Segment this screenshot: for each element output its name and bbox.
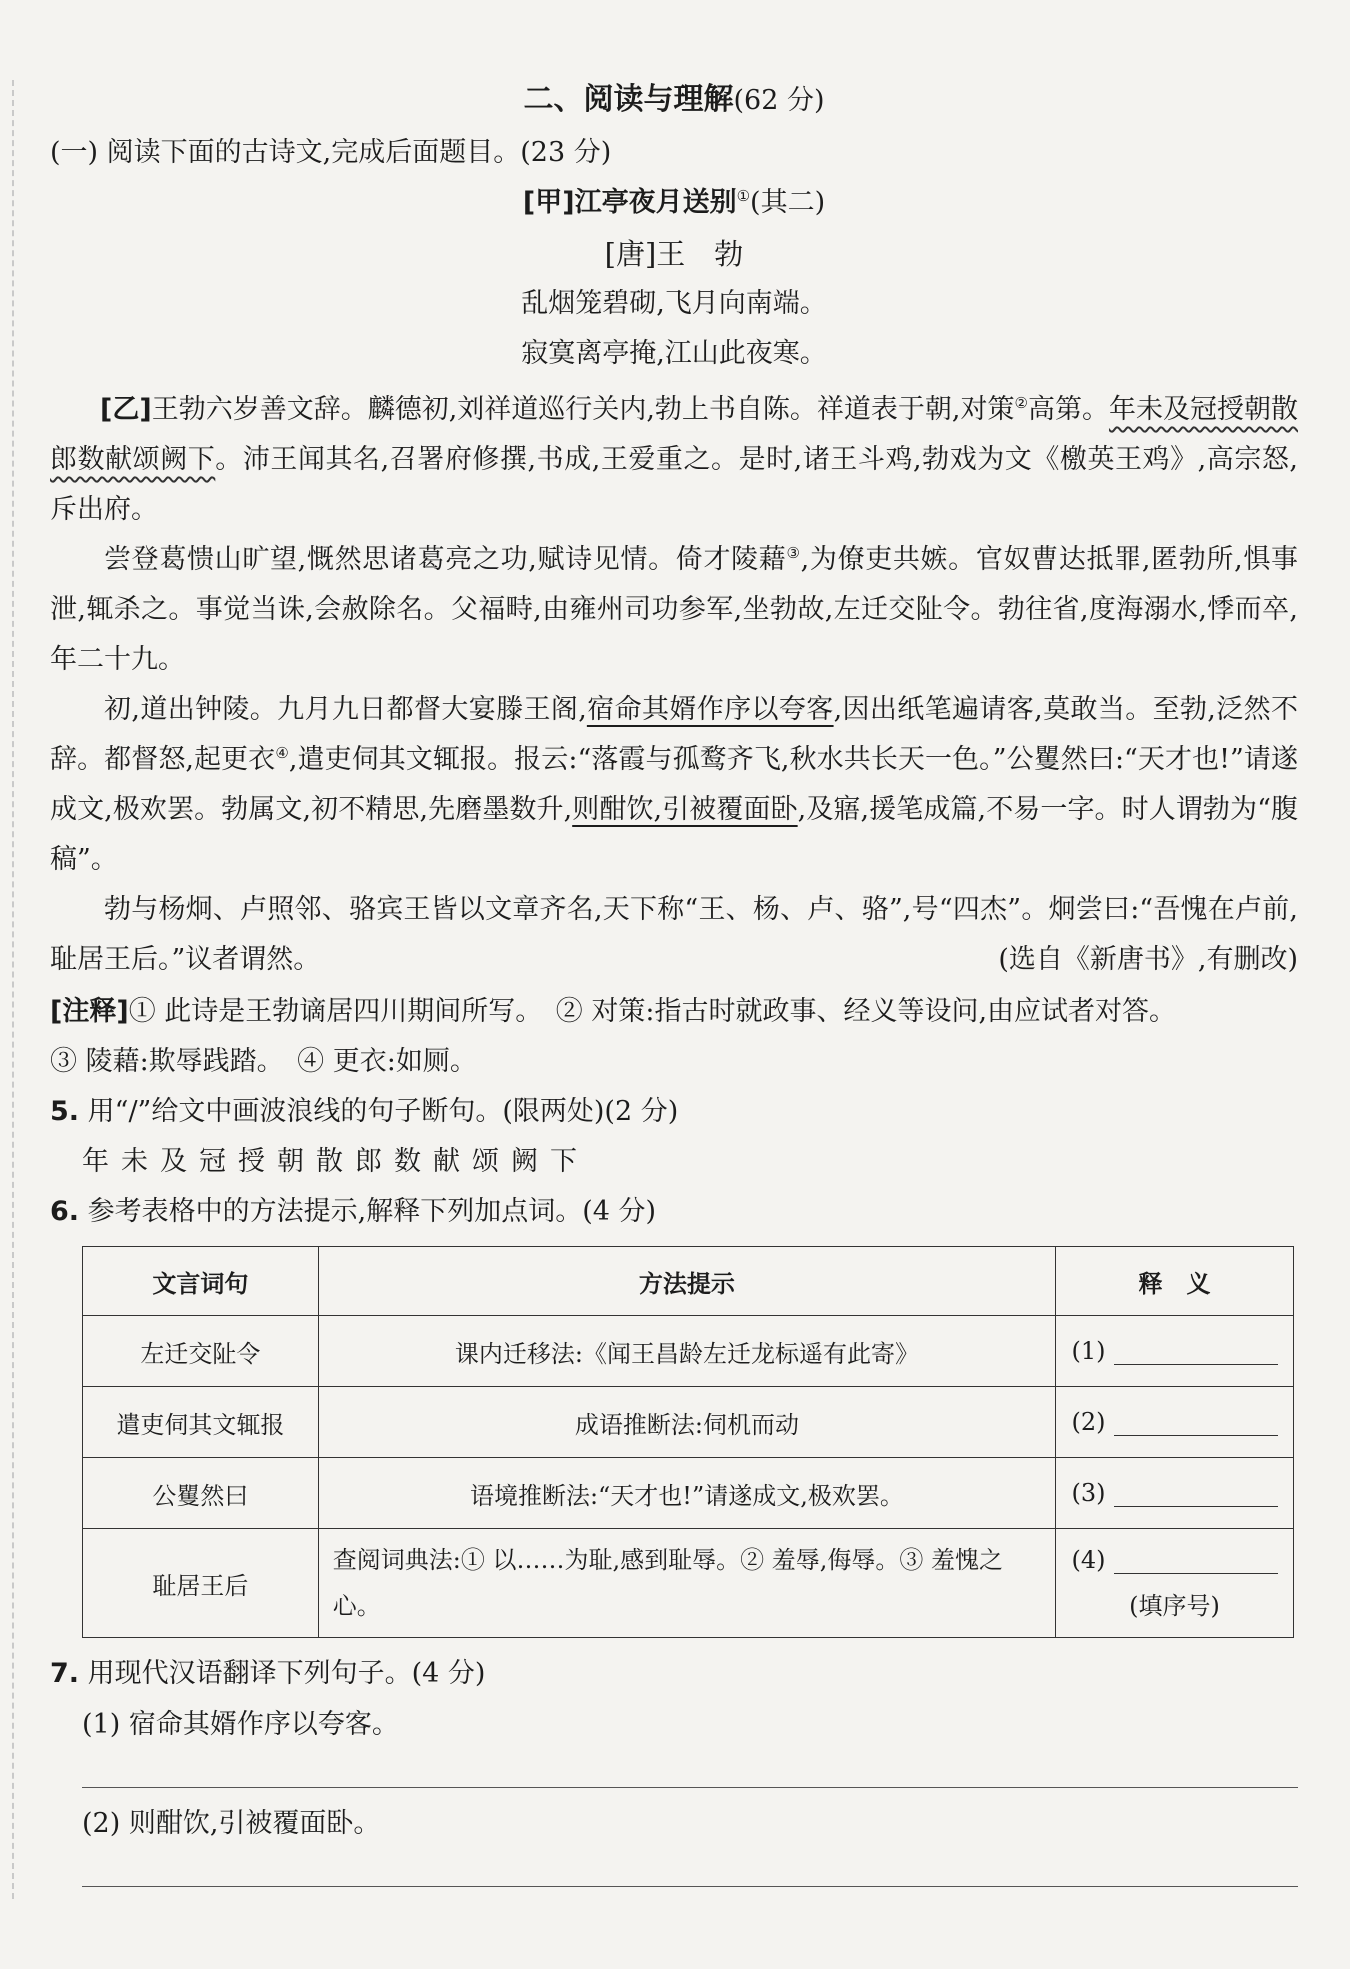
table-row (83, 1387, 1294, 1458)
section-title (50, 80, 1298, 121)
prose-p1-text-a: 王勃六岁善文辞。麟德初,刘祥道巡行关内,勃上书自陈。祥道表于朝,对策 (151, 394, 1015, 425)
underlined-sentence-2: 则酣饮,引被覆面卧 (572, 794, 798, 825)
table-header-row (83, 1247, 1294, 1316)
prose-p3-text-d: ,及寤,援笔成篇,不易一字。时人谓勃为“腹稿”。 (50, 794, 1298, 875)
prose-p3-text-b: ,因出纸笔遍请客,莫敢当。至勃,泛然不辞。都督怒,起更衣 (50, 694, 1299, 775)
notes-line-2: ③ 陵藉:欺辱践踏。 ④ 更衣:如厕。 (50, 1046, 477, 1077)
answer-number: (3) (1071, 1479, 1106, 1507)
question-5 (50, 1092, 1298, 1132)
answer-blank[interactable] (1114, 1340, 1278, 1365)
table-cell-phrase: 遣吏伺其文辄报 (83, 1387, 319, 1458)
prose-paragraph-2 (50, 535, 1298, 685)
prose-paragraph-4 (50, 885, 1298, 985)
table-cell-method: 成语推断法:伺机而动 (318, 1387, 1055, 1458)
prose-paragraph-3 (50, 685, 1298, 885)
prose-p1-note-ref: ② (1014, 394, 1028, 412)
table-header: 方法提示 (318, 1247, 1055, 1316)
question-7-number: 7. (50, 1658, 80, 1689)
wavy-underlined-sentence: 年未及冠授朝散郎数献颂阙下 (50, 394, 1298, 475)
table-cell-answer[interactable] (1056, 1458, 1294, 1529)
question-7-text: 用现代汉语翻译下列句子。(4 分) (87, 1658, 486, 1689)
prose-p3-text-c: ,遣吏伺其文辄报。报云:“落霞与孤鹜齐飞,秋水共长天一色。”公矍然曰:“天才也!”请遂成文,极欢罢。勃属文,初不精思,先磨墨数升, (50, 744, 1298, 825)
answer-row (1057, 1537, 1292, 1583)
question-7 (50, 1654, 1298, 1694)
table-header: 文言词句 (83, 1247, 319, 1316)
table-cell-answer[interactable] (1056, 1387, 1294, 1458)
poem-subtitle: (其二) (750, 187, 826, 218)
prose-label: [乙] (100, 394, 152, 425)
question-6-number: 6. (50, 1196, 80, 1227)
prose-p2-note-ref: ③ (786, 544, 801, 562)
table-row (83, 1316, 1294, 1387)
question-5-text: 用“/”给文中画波浪线的句子断句。(限两处)(2 分) (87, 1096, 679, 1127)
notes-line-1 (50, 992, 1298, 1032)
method-table (82, 1246, 1294, 1638)
prose-p1-text-c: 。沛王闻其名,召署府修撰,书成,王爱重之。是时,诸王斗鸡,勃戏为文《檄英王鸡》,高宗怒,斥出府。 (50, 444, 1298, 525)
prose-p3-text-a: 初,道出钟陵。九月九日都督大宴滕王阁, (104, 694, 587, 725)
poem-label: [甲] (522, 187, 575, 218)
poem-author: [唐]王 勃 (604, 237, 744, 271)
table-cell-answer[interactable] (1056, 1316, 1294, 1387)
answer-blank[interactable] (1114, 1482, 1278, 1507)
answer-line-2[interactable] (82, 1886, 1298, 1887)
prose-p3-note-ref: ④ (275, 744, 289, 762)
table-header: 释 义 (1056, 1247, 1294, 1316)
question-5-sentence: 年未及冠授朝散郎数献颂阙下 (82, 1146, 589, 1177)
prose-p2-text-a: 尝登葛愦山旷望,慨然思诸葛亮之功,赋诗见情。倚才陵藉 (104, 544, 787, 575)
prose-p2-text-b: ,为僚吏共嫉。官奴曹达抵罪,匿勃所,惧事泄,辄杀之。事觉当诛,会赦除名。父福畤,由雍州司功参军,坐勃故,左迁交阯令。勃往省,度海溺水,悸而卒,年二十九。 (50, 544, 1299, 675)
answer-line-1[interactable] (82, 1787, 1298, 1788)
section-title-text: 二、阅读与理解 (523, 82, 734, 117)
table-cell-answer[interactable] (1056, 1529, 1294, 1638)
notes-label: [注释] (50, 996, 129, 1027)
table-cell-method: 语境推断法:“天才也!”请遂成文,极欢罢。 (318, 1458, 1055, 1529)
poem-title-line (50, 183, 1298, 223)
prose-paragraph-1 (50, 385, 1298, 535)
underlined-sentence-1: 宿命其婿作序以夸客 (586, 694, 834, 725)
prose-source: (选自《新唐书》,有删改) (998, 944, 1298, 975)
answer-blank[interactable] (1114, 1549, 1278, 1574)
table-row (83, 1529, 1294, 1638)
question-7-sentence-2: (2) 则酣饮,引被覆面卧。 (82, 1808, 381, 1839)
table-cell-phrase: 公矍然曰 (83, 1458, 319, 1529)
table-cell-method: 查阅词典法:① 以……为耻,感到耻辱。② 羞辱,侮辱。③ 羞愧之心。 (318, 1529, 1055, 1638)
table-cell-phrase: 左迁交阯令 (83, 1316, 319, 1387)
answer-number: (4) (1071, 1546, 1106, 1574)
answer-number: (2) (1071, 1408, 1106, 1436)
table-cell-method: 课内迁移法:《闻王昌龄左迁龙标遥有此寄》 (318, 1316, 1055, 1387)
section-score: (62 分) (733, 85, 825, 116)
poem-line-1: 乱烟笼碧砌,飞月向南端。 (521, 288, 827, 319)
table-cell-phrase: 耻居王后 (83, 1529, 319, 1638)
question-6-text: 参考表格中的方法提示,解释下列加点词。(4 分) (87, 1196, 657, 1227)
part1-intro: (一) 阅读下面的古诗文,完成后面题目。(23 分) (50, 137, 612, 168)
answer-number: (1) (1071, 1337, 1106, 1365)
answer-blank[interactable] (1114, 1411, 1278, 1436)
binding-margin-line (12, 80, 14, 1899)
question-6 (50, 1192, 1298, 1232)
answer-hint: (填序号) (1129, 1592, 1220, 1620)
prose-p4-text: 勃与杨炯、卢照邻、骆宾王皆以文章齐名,天下称“王、杨、卢、骆”,号“四杰”。炯尝曰:“吾愧在卢前,耻居王后。”议者谓然。 (50, 894, 1298, 975)
question-7-sentence-1: (1) 宿命其婿作序以夸客。 (82, 1709, 399, 1740)
poem-note-ref: ① (736, 187, 751, 205)
poem-title: 江亭夜月送别 (574, 187, 737, 218)
poem-line-2: 寂寞离亭掩,江山此夜寒。 (521, 338, 827, 369)
prose-p1-text-b: 高第。 (1027, 394, 1109, 425)
notes-text-1: ① 此诗是王勃谪居四川期间所写。 ② 对策:指古时就政事、经义等设问,由应试者对答。 (128, 996, 1177, 1027)
table-row (83, 1458, 1294, 1529)
question-5-number: 5. (50, 1096, 80, 1127)
